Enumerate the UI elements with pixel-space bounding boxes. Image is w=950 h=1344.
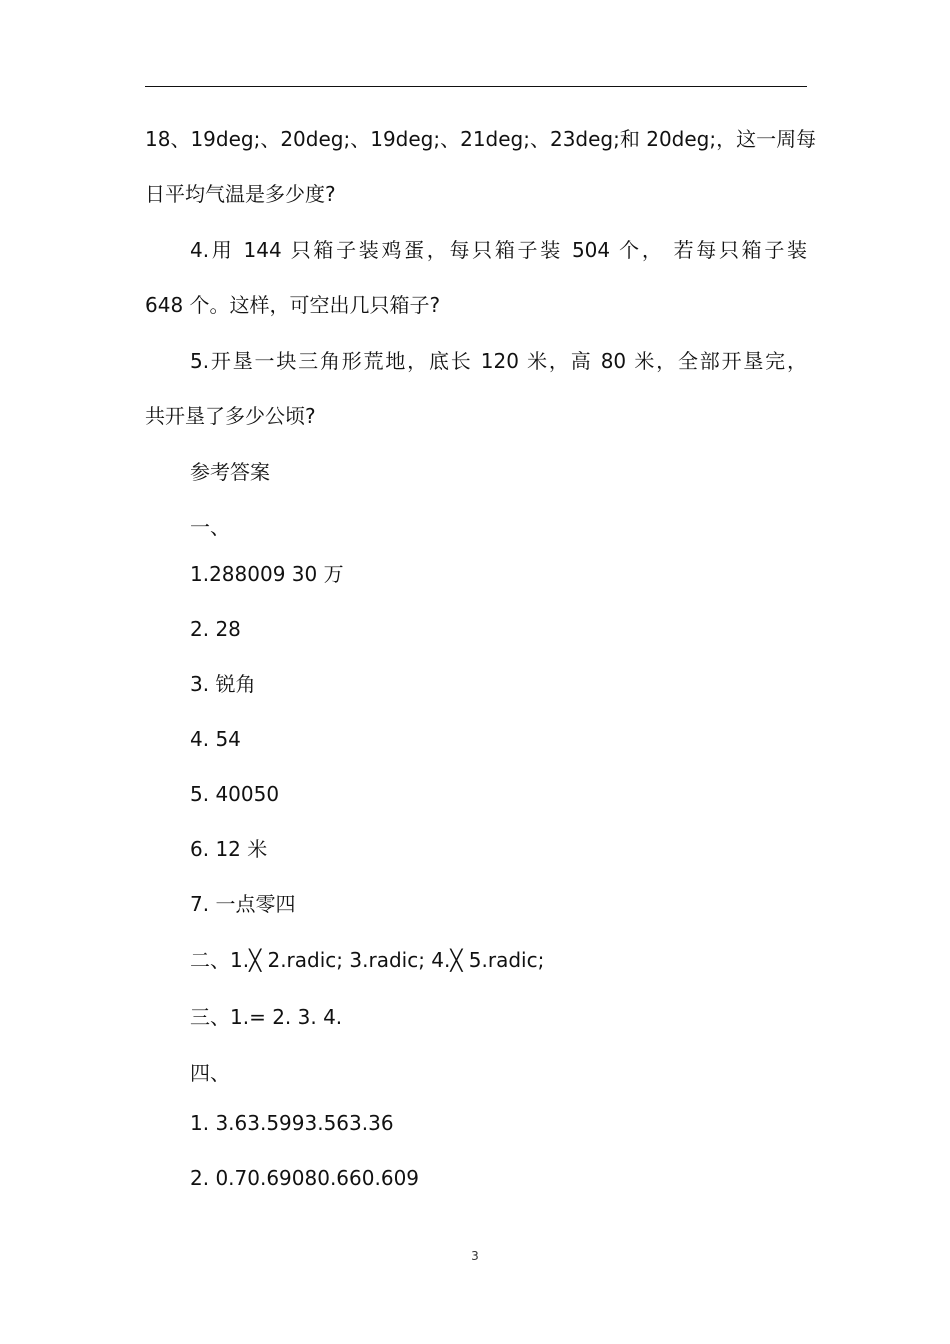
answer-1-4: 4. 54: [190, 727, 241, 751]
text-line-4: 648 个。这样，可空出几只箱子?: [145, 293, 441, 317]
answer-1-1: 1.288009 30 万: [190, 562, 344, 586]
text-line-3: 4.用 144 只箱子装鸡蛋，每只箱子装 504 个， 若每只箱子装: [190, 238, 807, 262]
answer-1-6: 6. 12 米: [190, 837, 268, 861]
section-3-answers: 三、1.= 2. 3. 4.: [190, 1005, 343, 1029]
section-1-heading: 一、: [190, 515, 230, 539]
answer-1-7: 7. 一点零四: [190, 892, 296, 916]
header-rule: [145, 86, 807, 87]
answer-4-1: 1. 3.63.5993.563.36: [190, 1111, 394, 1135]
answer-1-3: 3. 锐角: [190, 672, 256, 696]
page-number: 3: [471, 1249, 479, 1263]
section-4-heading: 四、: [190, 1061, 230, 1085]
text-line-2: 日平均气温是多少度?: [145, 182, 336, 206]
text-line-5: 5.开垦一块三角形荒地，底长 120 米，高 80 米，全部开垦完，: [190, 349, 807, 373]
answer-1-2: 2. 28: [190, 617, 241, 641]
answer-4-2: 2. 0.70.69080.660.609: [190, 1166, 420, 1190]
answers-heading: 参考答案: [190, 460, 270, 484]
text-line-6: 共开垦了多少公顷?: [145, 404, 316, 428]
section-2-answers: 二、1.╳ 2.radic; 3.radic; 4.╳ 5.radic;: [190, 948, 545, 972]
answer-1-5: 5. 40050: [190, 782, 280, 806]
text-line-1: 18、19deg;、20deg;、19deg;、21deg;、23deg;和 20deg;，这一周每: [145, 127, 817, 151]
